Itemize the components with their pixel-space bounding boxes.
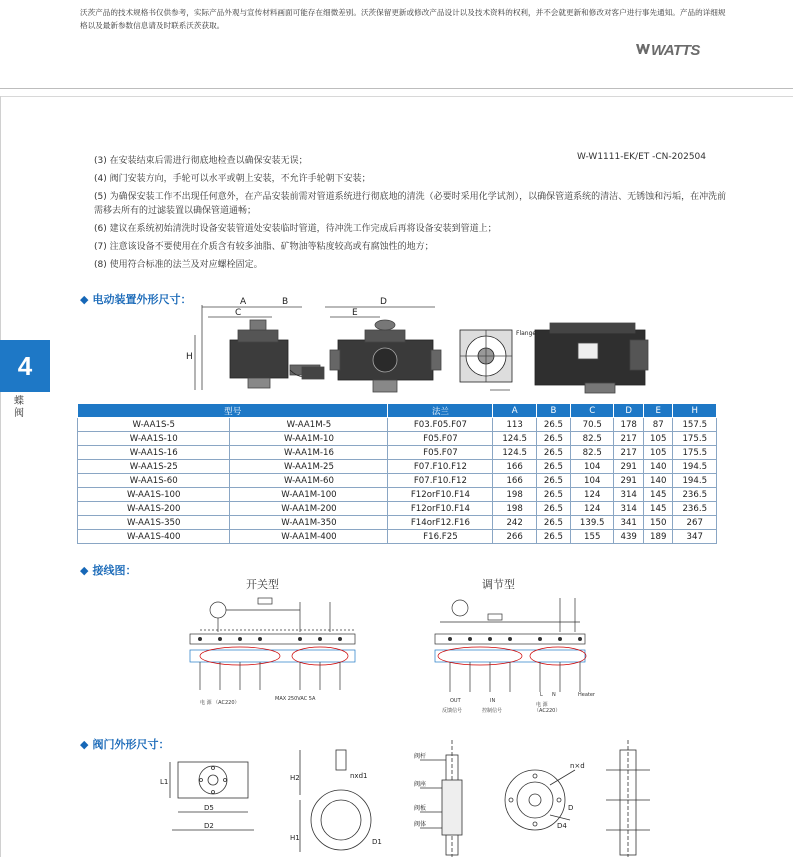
table-cell: W-AA1S-25 bbox=[78, 460, 230, 474]
table-cell: 26.5 bbox=[536, 446, 570, 460]
valve-label: 阀杆 bbox=[414, 753, 427, 760]
table-cell: 26.5 bbox=[536, 474, 570, 488]
table-cell: 347 bbox=[673, 530, 717, 544]
actuator-spec-table bbox=[77, 403, 717, 544]
table-cell: 26.5 bbox=[536, 502, 570, 516]
section-title: 电动装置外形尺寸： bbox=[92, 293, 192, 306]
valve-label: n×d bbox=[570, 762, 585, 770]
column-header: 法兰 bbox=[388, 404, 493, 418]
table-cell: 140 bbox=[643, 460, 673, 474]
table-cell: W-AA1M-10 bbox=[230, 432, 388, 446]
table-row bbox=[78, 502, 717, 516]
table-cell: 139.5 bbox=[571, 516, 614, 530]
table-cell: 145 bbox=[643, 502, 673, 516]
regulating-caption: 控制信号 bbox=[482, 708, 503, 714]
table-cell: 104 bbox=[571, 460, 614, 474]
dim-label-b: B bbox=[282, 297, 289, 307]
table-cell: 236.5 bbox=[673, 502, 717, 516]
table-cell: 266 bbox=[493, 530, 536, 544]
table-cell: 26.5 bbox=[536, 488, 570, 502]
table-cell: 26.5 bbox=[536, 418, 570, 432]
valve-label: D5 bbox=[204, 804, 214, 812]
section-wiring bbox=[80, 562, 136, 578]
table-cell: F07.F10.F12 bbox=[388, 474, 493, 488]
valve-label: D bbox=[568, 804, 574, 812]
table-cell: 178 bbox=[614, 418, 644, 432]
section-title: 接线图： bbox=[92, 564, 137, 577]
regulating-caption: 反馈信号 bbox=[442, 708, 463, 714]
table-cell: 82.5 bbox=[571, 432, 614, 446]
table-cell: 236.5 bbox=[673, 488, 717, 502]
valve-dimension-drawing bbox=[150, 740, 670, 857]
valve-label: D1 bbox=[372, 838, 382, 846]
table-row bbox=[78, 516, 717, 530]
valve-label: L1 bbox=[160, 778, 169, 786]
table-cell: 140 bbox=[643, 474, 673, 488]
dim-label-d: D bbox=[380, 297, 387, 307]
table-cell: 104 bbox=[571, 474, 614, 488]
table-row bbox=[78, 530, 717, 544]
regulating-label: N bbox=[552, 692, 556, 698]
valve-label: 阀板 bbox=[414, 805, 427, 812]
installation-notes bbox=[94, 152, 734, 274]
table-cell: 194.5 bbox=[673, 474, 717, 488]
table-cell: 175.5 bbox=[673, 446, 717, 460]
table-cell: 105 bbox=[643, 432, 673, 446]
regulating-caption: （AC220） bbox=[534, 708, 561, 714]
table-cell: W-AA1S-400 bbox=[78, 530, 230, 544]
table-cell: 124.5 bbox=[493, 432, 536, 446]
table-cell: F07.F10.F12 bbox=[388, 460, 493, 474]
table-cell: 189 bbox=[643, 530, 673, 544]
table-cell: W-AA1M-100 bbox=[230, 488, 388, 502]
table-row bbox=[78, 418, 717, 432]
valve-label: H1 bbox=[290, 834, 300, 842]
table-cell: W-AA1S-350 bbox=[78, 516, 230, 530]
table-cell: 124 bbox=[571, 502, 614, 516]
table-cell: W-AA1M-25 bbox=[230, 460, 388, 474]
table-cell: F05.F07 bbox=[388, 446, 493, 460]
note-item: (4) 阀门安装方向，手轮可以水平或朝上安装，不允许手轮朝下安装； bbox=[94, 174, 371, 184]
table-cell: W-AA1M-350 bbox=[230, 516, 388, 530]
table-cell: W-AA1M-400 bbox=[230, 530, 388, 544]
column-header: C bbox=[571, 404, 614, 418]
column-header: 型号 bbox=[78, 404, 388, 418]
table-cell: 26.5 bbox=[536, 460, 570, 474]
valve-label: 阀体 bbox=[414, 821, 427, 828]
chapter-tab: 4 bbox=[0, 340, 50, 392]
note-item: (7) 注意该设备不要使用在介质含有较多油脂、矿物油等粘度较高或有腐蚀性的地方； bbox=[94, 242, 434, 252]
table-cell: W-AA1S-100 bbox=[78, 488, 230, 502]
actuator-dimension-drawing bbox=[186, 295, 720, 405]
table-cell: 198 bbox=[493, 502, 536, 516]
table-cell: 341 bbox=[614, 516, 644, 530]
table-cell: 175.5 bbox=[673, 432, 717, 446]
switch-power-label: 电 源 （AC220） bbox=[200, 700, 240, 706]
column-header: H bbox=[673, 404, 717, 418]
dim-label-a: A bbox=[240, 297, 247, 307]
note-item: (3) 在安装结束后需进行彻底地检查以确保安装无误； bbox=[94, 156, 308, 166]
valve-label: D4 bbox=[557, 822, 567, 830]
table-cell: 166 bbox=[493, 474, 536, 488]
table-cell: 242 bbox=[493, 516, 536, 530]
table-cell: 194.5 bbox=[673, 460, 717, 474]
table-row bbox=[78, 446, 717, 460]
table-cell: 124.5 bbox=[493, 446, 536, 460]
disclaimer-text: 沃茨产品的技术规格书仅供参考，实际产品外观与宣传材料画面可能存在细微差别。沃茨保留更新或修改产品设计以及技术资料的权利，并不会就更新和修改对客户进行事先通知。产品的详细规格以及最新参数信息请及时联系沃茨获取。 bbox=[80, 8, 726, 30]
regulating-type-title: 调节型 bbox=[482, 578, 515, 591]
table-cell: 198 bbox=[493, 488, 536, 502]
document-code: W-W1111-EK/ET -CN-202504 bbox=[577, 152, 707, 162]
note-item: (6) 建议在系统初始清洗时设备安装管道处安装临时管道，待冲洗工作完成后再将设备安装到管道上； bbox=[94, 224, 497, 234]
table-cell: F16.F25 bbox=[388, 530, 493, 544]
regulating-label: Heater bbox=[578, 692, 595, 698]
table-cell: W-AA1M-16 bbox=[230, 446, 388, 460]
logo-text: WATTS bbox=[651, 42, 700, 59]
note-item: (5) 为确保安装工作不出现任何意外，在产品安装前需对管道系统进行彻底地的清洗（必要时采用化学试剂），以确保管道系统的清洁、无锈蚀和污垢，在冲洗前需移去所有的过滤装置以确保管道通畅； bbox=[94, 192, 727, 216]
table-cell: F05.F07 bbox=[388, 432, 493, 446]
table-cell: 87 bbox=[643, 418, 673, 432]
watts-logo bbox=[636, 42, 700, 59]
table-cell: 150 bbox=[643, 516, 673, 530]
dim-label-h: H bbox=[186, 352, 193, 362]
table-cell: W-AA1S-10 bbox=[78, 432, 230, 446]
column-header: A bbox=[493, 404, 536, 418]
table-cell: F12orF10.F14 bbox=[388, 502, 493, 516]
table-cell: W-AA1M-5 bbox=[230, 418, 388, 432]
table-cell: 314 bbox=[614, 502, 644, 516]
chapter-label: 蝶阀 bbox=[14, 396, 24, 419]
table-cell: 113 bbox=[493, 418, 536, 432]
valve-label: H2 bbox=[290, 774, 300, 782]
dim-label-c: C bbox=[235, 308, 242, 318]
table-cell: F03.F05.F07 bbox=[388, 418, 493, 432]
wiring-diagram bbox=[180, 592, 600, 724]
table-cell: F14orF12.F16 bbox=[388, 516, 493, 530]
valve-label: nxd1 bbox=[350, 772, 368, 780]
table-cell: 291 bbox=[614, 460, 644, 474]
table-body bbox=[78, 418, 717, 544]
divider bbox=[0, 96, 1, 857]
table-cell: 155 bbox=[571, 530, 614, 544]
column-header: E bbox=[643, 404, 673, 418]
table-cell: 70.5 bbox=[571, 418, 614, 432]
section-actuator-dims bbox=[80, 291, 191, 307]
valve-label: D2 bbox=[204, 822, 214, 830]
table-cell: 105 bbox=[643, 446, 673, 460]
table-cell: W-AA1M-60 bbox=[230, 474, 388, 488]
dim-label-e: E bbox=[352, 308, 358, 318]
table-cell: 314 bbox=[614, 488, 644, 502]
table-cell: 26.5 bbox=[536, 530, 570, 544]
table-row bbox=[78, 488, 717, 502]
table-header-row bbox=[78, 404, 717, 418]
table-cell: 267 bbox=[673, 516, 717, 530]
table-cell: 26.5 bbox=[536, 432, 570, 446]
table-cell: W-AA1M-200 bbox=[230, 502, 388, 516]
diamond-icon: ◆ bbox=[80, 293, 89, 306]
table-cell: 157.5 bbox=[673, 418, 717, 432]
table-cell: 26.5 bbox=[536, 516, 570, 530]
column-header: D bbox=[614, 404, 644, 418]
regulating-label: L bbox=[540, 692, 543, 698]
table-cell: F12orF10.F14 bbox=[388, 488, 493, 502]
switch-note-label: MAX 250VAC 5A bbox=[275, 696, 316, 702]
section-title: 阀门外形尺寸： bbox=[92, 738, 170, 751]
divider bbox=[0, 96, 793, 97]
table-cell: 124 bbox=[571, 488, 614, 502]
table-cell: 145 bbox=[643, 488, 673, 502]
dim-label-flange: Flange bbox=[516, 330, 537, 337]
valve-label: 阀座 bbox=[414, 781, 427, 788]
diamond-icon: ◆ bbox=[80, 564, 89, 577]
table-row bbox=[78, 432, 717, 446]
table-cell: W-AA1S-200 bbox=[78, 502, 230, 516]
regulating-label: IN bbox=[490, 698, 496, 704]
regulating-label: OUT bbox=[450, 698, 461, 704]
table-cell: 166 bbox=[493, 460, 536, 474]
table-cell: 217 bbox=[614, 446, 644, 460]
table-cell: 82.5 bbox=[571, 446, 614, 460]
table-row bbox=[78, 460, 717, 474]
table-row bbox=[78, 474, 717, 488]
note-item: (8) 使用符合标准的法兰及对应螺栓固定。 bbox=[94, 260, 263, 270]
table-cell: 217 bbox=[614, 432, 644, 446]
table-cell: W-AA1S-5 bbox=[78, 418, 230, 432]
table-cell: W-AA1S-60 bbox=[78, 474, 230, 488]
diamond-icon: ◆ bbox=[80, 738, 89, 751]
regulating-caption: 电 源 bbox=[536, 702, 548, 708]
switch-type-title: 开关型 bbox=[246, 578, 279, 591]
logo-mark-icon bbox=[636, 42, 650, 59]
table-cell: W-AA1S-16 bbox=[78, 446, 230, 460]
table-cell: 291 bbox=[614, 474, 644, 488]
table-cell: 439 bbox=[614, 530, 644, 544]
column-header: B bbox=[536, 404, 570, 418]
